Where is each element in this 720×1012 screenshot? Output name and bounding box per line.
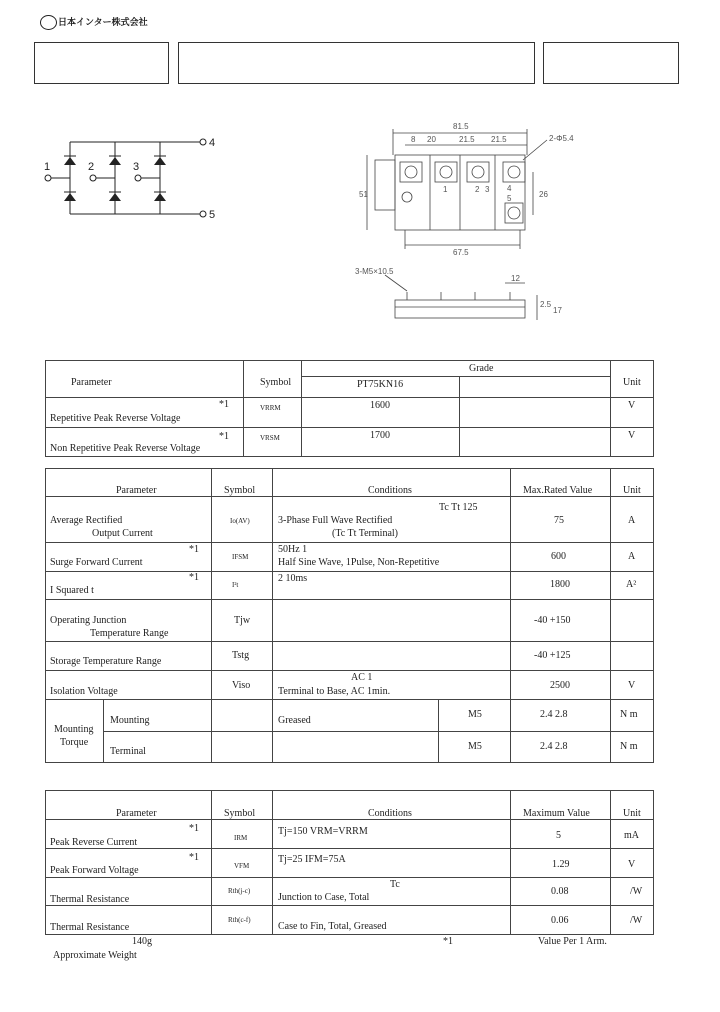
t2-row2-unit: A — [628, 551, 636, 562]
t2-mount-size2: M5 — [468, 741, 482, 752]
t3-row3-param: Thermal Resistance — [50, 894, 130, 905]
t3-header-unit: Unit — [623, 808, 641, 819]
t2-row2-value: 600 — [551, 551, 566, 562]
weight-label: Approximate Weight — [53, 950, 137, 961]
t2-header-symbol: Symbol — [224, 485, 256, 496]
t2-row2-cond1: 50Hz 1 — [278, 544, 308, 555]
t3-row1-value: 5 — [556, 830, 561, 841]
footnote-text: Value Per 1 Arm. — [538, 936, 607, 947]
t2-row3-symbol: I²t — [232, 581, 239, 589]
t2-row6-value: 2500 — [550, 680, 570, 691]
t1-row1-unit: V — [628, 400, 636, 411]
t1-row1-note: *1 — [219, 399, 229, 410]
t1-row2-note: *1 — [219, 431, 229, 442]
characteristics-table — [45, 790, 654, 935]
t2-row2-note: *1 — [189, 544, 199, 555]
t2-mount-cond1: Greased — [278, 715, 311, 726]
pin-label-2: 2 — [475, 185, 480, 194]
t3-header-value: Maximum Value — [523, 808, 590, 819]
pin-label-3: 3 — [485, 185, 490, 194]
t2-row4-param1: Operating Junction — [50, 615, 127, 626]
t1-header-symbol: Symbol — [260, 377, 292, 388]
t1-header-unit: Unit — [623, 377, 641, 388]
dim-side-2: 2.5 — [540, 300, 552, 309]
t1-row2-unit: V — [628, 430, 636, 441]
t3-row3-cond: Junction to Case, Total — [278, 892, 370, 903]
title-box-left — [34, 42, 169, 84]
t2-row1-cond3: (Tc Tt Terminal) — [332, 528, 398, 539]
t2-mount-label1: Mounting — [54, 724, 94, 735]
dim-sub-3: 21.5 — [459, 135, 475, 144]
t1-row2-symbol: VRSM — [260, 434, 280, 442]
t3-row3-unit: /W — [630, 886, 643, 897]
t2-row1-symbol: Io(AV) — [230, 517, 250, 525]
dim-inner: 26 — [539, 190, 548, 199]
t3-row1-unit: mA — [624, 830, 639, 841]
t3-row2-cond: Tj=25 IFM=75A — [278, 854, 346, 865]
circuit-label-1: 1 — [44, 161, 51, 173]
t2-mount-unit2: N m — [620, 741, 638, 752]
circuit-label-4: 4 — [209, 137, 216, 149]
t3-row1-cond: Tj=150 VRM=VRRM — [278, 826, 368, 837]
t2-row4-symbol: Tjw — [234, 615, 251, 626]
t3-header-symbol: Symbol — [224, 808, 256, 819]
weight-value: 140g — [132, 936, 152, 947]
t1-header-parameter: Parameter — [71, 377, 112, 388]
footnote-mark: *1 — [443, 936, 453, 947]
t2-row6-unit: V — [628, 680, 636, 691]
pin-label-4: 4 — [507, 184, 512, 193]
t2-row6-param: Isolation Voltage — [50, 686, 118, 697]
circuit-label-5: 5 — [209, 209, 216, 221]
t2-mount-unit1: N m — [620, 709, 638, 720]
t1-row1-value: 1600 — [370, 400, 390, 411]
t3-row2-symbol: VFM — [234, 862, 250, 870]
t2-header-parameter: Parameter — [116, 485, 157, 496]
t3-row3-value: 0.08 — [551, 886, 569, 897]
t1-row1-symbol: VRRM — [260, 404, 281, 412]
t3-row1-param: Peak Reverse Current — [50, 837, 138, 848]
t2-row1-param1: Average Rectified — [50, 515, 123, 526]
dim-hole: 2-Φ5.4 — [549, 134, 574, 143]
title-box-right — [543, 42, 679, 84]
t2-row1-cond2: 3-Phase Full Wave Rectified — [278, 515, 393, 526]
t2-mount-value1: 2.4 2.8 — [540, 709, 568, 720]
t2-mount-sub1: Mounting — [110, 715, 150, 726]
t2-row1-unit: A — [628, 515, 636, 526]
t2-header-unit: Unit — [623, 485, 641, 496]
dim-height: 51 — [359, 190, 368, 199]
t3-row3-cond-top: Tc — [390, 879, 400, 890]
t3-row2-note: *1 — [189, 852, 199, 863]
t3-row2-value: 1.29 — [552, 859, 570, 870]
circuit-label-2: 2 — [88, 161, 95, 173]
t2-row3-cond: 2 10ms — [278, 573, 308, 584]
t1-row1-param: Repetitive Peak Reverse Voltage — [50, 413, 181, 424]
t3-header-conditions: Conditions — [368, 808, 412, 819]
circuit-diagram — [40, 130, 220, 225]
t2-row3-note: *1 — [189, 572, 199, 583]
t2-row3-unit: A² — [626, 579, 637, 590]
t2-mount-size1: M5 — [468, 709, 482, 720]
circuit-label-3: 3 — [133, 161, 140, 173]
dim-sub-1: 8 — [411, 135, 416, 144]
pin-label-1: 1 — [443, 185, 448, 194]
t2-row6-cond2: Terminal to Base, AC 1min. — [278, 686, 391, 697]
t2-mount-value2: 2.4 2.8 — [540, 741, 568, 752]
t2-row5-value: -40 +125 — [534, 650, 571, 661]
t2-row5-param: Storage Temperature Range — [50, 656, 162, 667]
t2-row2-cond2: Half Sine Wave, 1Pulse, Non-Repetitive — [278, 557, 440, 568]
pin-label-5: 5 — [507, 194, 512, 203]
t3-row4-unit: /W — [630, 915, 643, 926]
t1-row2-value: 1700 — [370, 430, 390, 441]
dim-sub-4: 21.5 — [491, 135, 507, 144]
t3-header-parameter: Parameter — [116, 808, 157, 819]
t3-row3-symbol: Rth(j-c) — [228, 887, 251, 895]
t2-header-value: Max.Rated Value — [523, 485, 593, 496]
dim-sub-2: 20 — [427, 135, 436, 144]
t2-row4-value: -40 +150 — [534, 615, 571, 626]
t2-row6-cond1: AC 1 — [351, 672, 373, 683]
t2-row1-cond1: Tc Tt 125 — [439, 502, 478, 513]
dim-side-1: 12 — [511, 274, 520, 283]
t3-row1-symbol: IRM — [234, 834, 248, 842]
t3-row2-unit: V — [628, 859, 636, 870]
t2-header-conditions: Conditions — [368, 485, 412, 496]
t2-row1-param2: Output Current — [92, 528, 153, 539]
t2-row3-param: I Squared t — [50, 585, 94, 596]
t2-mount-sub2: Terminal — [110, 746, 146, 757]
t2-row4-param2: Temperature Range — [90, 628, 169, 639]
t3-row4-value: 0.06 — [551, 915, 569, 926]
t3-row4-symbol: Rth(c-f) — [228, 916, 251, 924]
t1-header-part: PT75KN16 — [357, 379, 404, 390]
t2-row3-value: 1800 — [550, 579, 570, 590]
t2-row2-symbol: IFSM — [232, 553, 249, 561]
t3-row4-cond: Case to Fin, Total, Greased — [278, 921, 387, 932]
t2-row6-symbol: Viso — [232, 680, 251, 691]
company-name: 日本インター株式会社 — [58, 18, 148, 28]
t2-row5-symbol: Tstg — [232, 650, 250, 661]
t2-mount-label2: Torque — [60, 737, 89, 748]
dim-overall-width: 81.5 — [453, 122, 469, 131]
t3-row1-note: *1 — [189, 823, 199, 834]
title-box-center — [178, 42, 535, 84]
t2-row2-param: Surge Forward Current — [50, 557, 143, 568]
t3-row4-param: Thermal Resistance — [50, 922, 130, 933]
t1-row2-param: Non Repetitive Peak Reverse Voltage — [50, 443, 201, 454]
t2-row1-value: 75 — [554, 515, 564, 526]
t3-row2-param: Peak Forward Voltage — [50, 865, 139, 876]
dim-bottom-width: 67.5 — [453, 248, 469, 257]
voltage-rating-table — [45, 360, 654, 457]
t1-header-grade: Grade — [469, 363, 494, 374]
outline-drawing — [355, 115, 585, 330]
company-logo-icon — [40, 15, 57, 30]
max-rating-table — [45, 468, 654, 763]
dim-side-3: 17 — [553, 306, 562, 315]
dim-screw: 3-M5×10.5 — [355, 267, 394, 276]
